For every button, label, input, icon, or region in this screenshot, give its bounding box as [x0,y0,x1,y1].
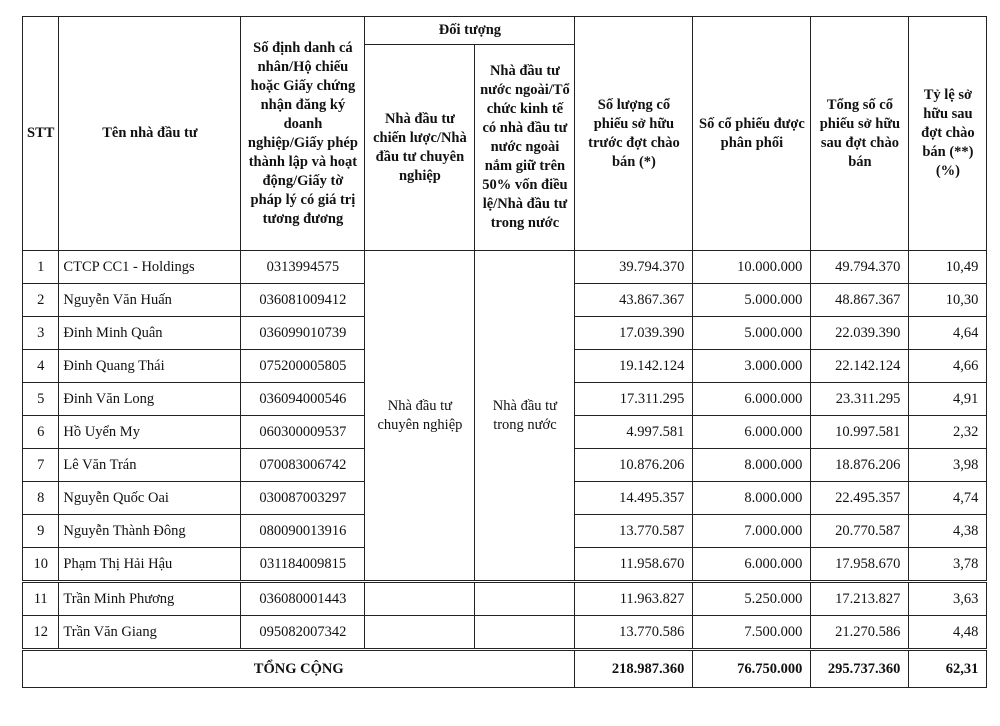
cell-name: Nguyễn Thành Đông [59,515,241,548]
cell-before: 11.958.670 [575,548,693,582]
cell-before: 11.963.827 [575,582,693,616]
cell-ratio: 3,78 [909,548,987,582]
cell-before: 13.770.586 [575,616,693,650]
cell-stt: 2 [23,284,59,317]
cell-allocated: 6.000.000 [693,383,811,416]
cell-stt: 10 [23,548,59,582]
cell-ratio: 10,49 [909,251,987,284]
cell-stt: 12 [23,616,59,650]
cell-after: 18.876.206 [811,449,909,482]
cell-after: 10.997.581 [811,416,909,449]
cell-allocated: 5.250.000 [693,582,811,616]
cell-name: CTCP CC1 - Holdings [59,251,241,284]
header-object-foreign-domestic: Nhà đầu tư nước ngoài/Tổ chức kinh tế có nhà đầu tư nước ngoài nắm giữ trên 50% vốn điều lệ/Nhà đầu tư trong nước [475,45,575,251]
total-label: TỔNG CỘNG [23,650,575,688]
cell-name: Nguyễn Quốc Oai [59,482,241,515]
cell-object-b-merged: Nhà đầu tư trong nước [475,251,575,582]
cell-ratio: 4,48 [909,616,987,650]
table-row [23,616,987,650]
cell-after: 49.794.370 [811,251,909,284]
cell-allocated: 5.000.000 [693,284,811,317]
cell-stt: 1 [23,251,59,284]
header-id-number: Số định danh cá nhân/Hộ chiếu hoặc Giấy chứng nhận đăng ký doanh nghiệp/Giấy phép thành lập và hoạt động/Giấy tờ pháp lý có giá trị tương đương [241,17,365,251]
table-row [23,251,987,284]
cell-name: Nguyễn Văn Huấn [59,284,241,317]
total-after: 295.737.360 [811,650,909,688]
header-object-strategic: Nhà đầu tư chiến lược/Nhà đầu tư chuyên nghiệp [365,45,475,251]
cell-name: Đinh Quang Thái [59,350,241,383]
cell-id: 030087003297 [241,482,365,515]
cell-after: 23.311.295 [811,383,909,416]
cell-id: 036099010739 [241,317,365,350]
cell-allocated: 8.000.000 [693,482,811,515]
cell-name: Trần Văn Giang [59,616,241,650]
cell-after: 22.039.390 [811,317,909,350]
cell-after: 20.770.587 [811,515,909,548]
header-shares-after: Tổng số cổ phiếu sở hữu sau đợt chào bán [811,17,909,251]
header-shares-before: Số lượng cổ phiếu sở hữu trước đợt chào bán (*) [575,17,693,251]
cell-name: Đinh Văn Long [59,383,241,416]
cell-ratio: 4,91 [909,383,987,416]
cell-id: 036081009412 [241,284,365,317]
cell-id: 036080001443 [241,582,365,616]
total-ratio: 62,31 [909,650,987,688]
cell-object-b-empty [475,582,575,616]
header-investor-name: Tên nhà đầu tư [59,17,241,251]
cell-before: 39.794.370 [575,251,693,284]
cell-before: 10.876.206 [575,449,693,482]
cell-id: 070083006742 [241,449,365,482]
cell-id: 060300009537 [241,416,365,449]
cell-id: 031184009815 [241,548,365,582]
cell-name: Hồ Uyển My [59,416,241,449]
cell-object-a-empty [365,582,475,616]
cell-stt: 8 [23,482,59,515]
cell-allocated: 7.000.000 [693,515,811,548]
cell-id: 080090013916 [241,515,365,548]
cell-before: 43.867.367 [575,284,693,317]
cell-before: 19.142.124 [575,350,693,383]
cell-object-b-empty [475,616,575,650]
cell-allocated: 5.000.000 [693,317,811,350]
cell-before: 17.039.390 [575,317,693,350]
cell-stt: 5 [23,383,59,416]
cell-ratio: 2,32 [909,416,987,449]
cell-ratio: 4,64 [909,317,987,350]
cell-allocated: 6.000.000 [693,416,811,449]
total-before: 218.987.360 [575,650,693,688]
header-stt: STT [23,17,59,251]
cell-after: 22.142.124 [811,350,909,383]
cell-ratio: 4,38 [909,515,987,548]
cell-name: Lê Văn Trán [59,449,241,482]
cell-allocated: 8.000.000 [693,449,811,482]
cell-id: 036094000546 [241,383,365,416]
cell-stt: 7 [23,449,59,482]
cell-before: 17.311.295 [575,383,693,416]
cell-ratio: 3,98 [909,449,987,482]
total-allocated: 76.750.000 [693,650,811,688]
cell-object-a-empty [365,616,475,650]
cell-name: Đinh Minh Quân [59,317,241,350]
cell-stt: 3 [23,317,59,350]
cell-ratio: 3,63 [909,582,987,616]
table-row [23,582,987,616]
cell-ratio: 10,30 [909,284,987,317]
cell-after: 48.867.367 [811,284,909,317]
cell-allocated: 3.000.000 [693,350,811,383]
cell-id: 0313994575 [241,251,365,284]
cell-before: 4.997.581 [575,416,693,449]
cell-name: Trần Minh Phương [59,582,241,616]
cell-name: Phạm Thị Hải Hậu [59,548,241,582]
cell-stt: 9 [23,515,59,548]
cell-id: 095082007342 [241,616,365,650]
cell-id: 075200005805 [241,350,365,383]
cell-after: 21.270.586 [811,616,909,650]
cell-stt: 11 [23,582,59,616]
cell-ratio: 4,74 [909,482,987,515]
investor-table [22,16,987,688]
cell-after: 22.495.357 [811,482,909,515]
cell-stt: 4 [23,350,59,383]
header-ownership-ratio: Tỷ lệ sở hữu sau đợt chào bán (**) (%) [909,17,987,251]
cell-allocated: 6.000.000 [693,548,811,582]
cell-ratio: 4,66 [909,350,987,383]
cell-allocated: 7.500.000 [693,616,811,650]
cell-before: 13.770.587 [575,515,693,548]
cell-stt: 6 [23,416,59,449]
cell-object-a-merged: Nhà đầu tư chuyên nghiệp [365,251,475,582]
cell-before: 14.495.357 [575,482,693,515]
cell-after: 17.958.670 [811,548,909,582]
total-row [23,650,987,688]
cell-allocated: 10.000.000 [693,251,811,284]
header-shares-allocated: Số cổ phiếu được phân phối [693,17,811,251]
cell-after: 17.213.827 [811,582,909,616]
header-object: Đối tượng [365,17,575,45]
